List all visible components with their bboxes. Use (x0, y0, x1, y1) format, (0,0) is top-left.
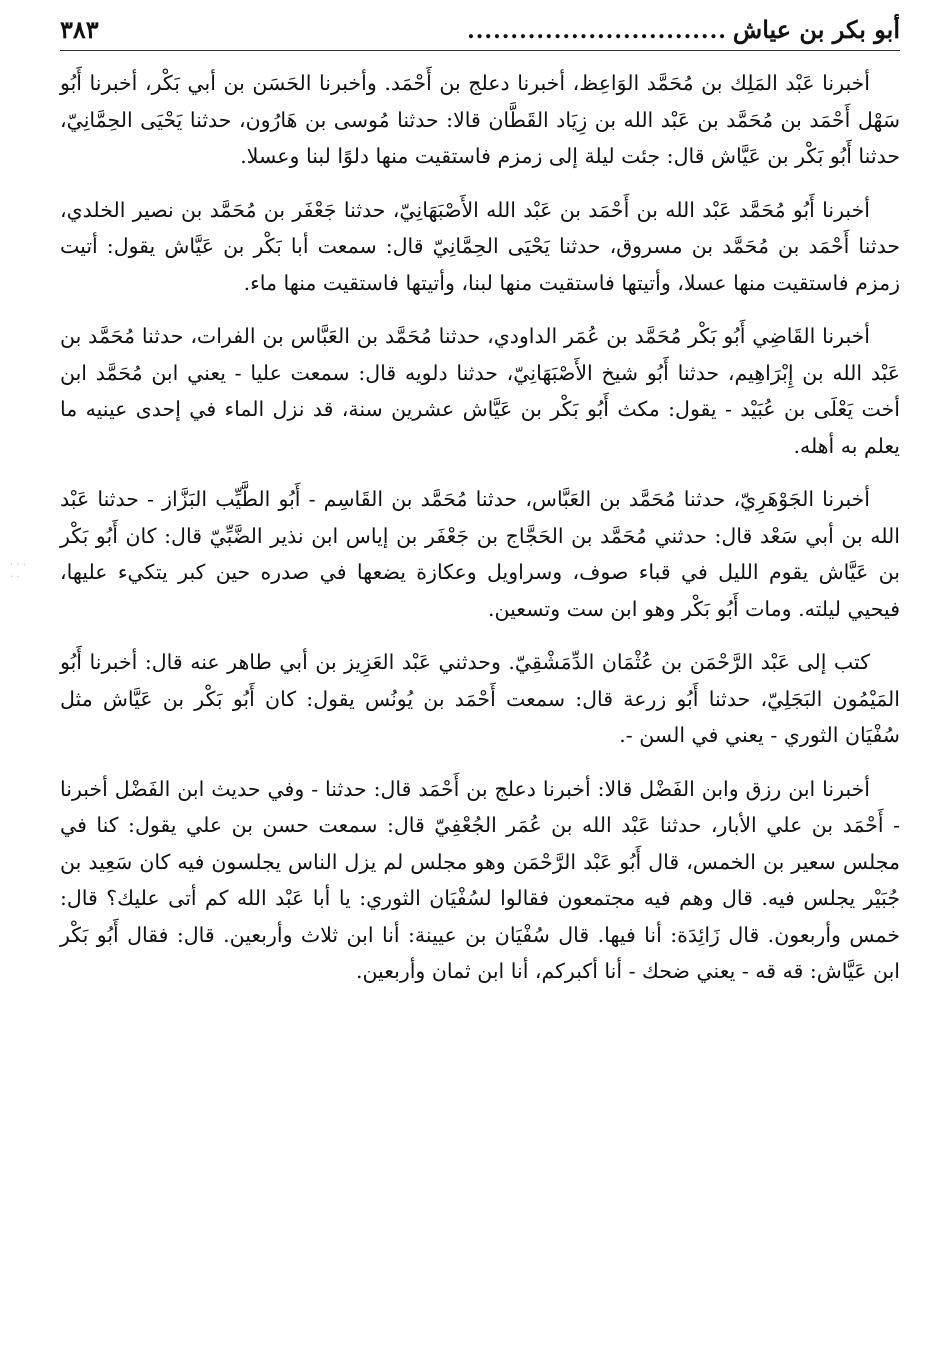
paragraph: أخبرنا القَاضِي أَبُو بَكْر مُحَمَّد بن عُمَر الداودي، حدثنا مُحَمَّد بن العَبَّاس بن الفرات، حدثنا مُحَمَّد بن عَبْد الله بن إِبْرَاهِيم، حدثنا أَبُو شيخ الأَصْبَهَانِيّ، حدثنا دلويه قال: سمعت عليا - يعني ابن مُحَمَّد ابن أخت يَعْلَى بن عُبَيْد - يقول: مكث أَبُو بَكْر بن عَيَّاش عشرين سنة، قد نزل الماء في إحدى عينيه ما يعلم به أهله. (60, 324, 900, 458)
paragraph: أخبرنا الجَوْهَرِيّ، حدثنا مُحَمَّد بن العَبَّاس، حدثنا مُحَمَّد بن القَاسِم - أَبُو الطَّيِّب البَزَّاز - حدثنا عَبْد الله بن أبي سَعْد قال: حدثني مُحَمَّد بن الحَجَّاج بن جَعْفَر بن إياس ابن نذير الضَّبِّيّ قال: كان أَبُو بَكْر بن عَيَّاش يقوم الليل في قباء صوف، وسراويل وعكازة يضعها في صدره حين كبر يتكيء عليها، فيحيي ليلته. ومات أَبُو بَكْر وهو ابن ست وتسعين. (60, 487, 900, 621)
margin-scan-marks: · · · · · (10, 560, 26, 583)
book-page (60, 10, 900, 1350)
running-header (60, 10, 900, 51)
paragraph: كتب إلى عَبْد الرَّحْمَن بن عُثْمَان الدِّمَشْقِيّ. وحدثني عَبْد العَزِيز بن أبي طاهر عنه قال: أخبرنا أَبُو المَيْمُون البَجَلِيّ، حدثنا أَبُو زرعة قال: سمعت أَحْمَد بن يُونُس يقول: كان أَبُو بَكْر بن عَيَّاش مثل سُفْيَان الثوري - يعني في السن -. (60, 650, 900, 747)
paragraph: أخبرنا ابن رزق وابن الفَضْل قالا: أخبرنا دعلج بن أَحْمَد قال: حدثنا - وفي حديث ابن الفَضْل أخبرنا - أَحْمَد بن علي الأبار، حدثنا عَبْد الله بن عُمَر الجُعْفِيّ قال: سمعت حسن بن علي يقول: كنا في مجلس سعير بن الخمس، قال أَبُو عَبْد الرَّحْمَن وهو مجلس لم يزل الناس يجلسون فيه كان سَعِيد بن جُبَيْر يجلس فيه. قال وهم فيه مجتمعون فقالوا لسُفْيَان الثوري: يا أبا عَبْد الله كم أتى عليك؟ قال: خمس وأربعون. قال زَائِدَة: أنا فيها. قال سُفْيَان بن عيينة: أنا ابن ثلاث وأربعين. قال: فقال أَبُو بَكْر ابن عَيَّاش: قه قه - يعني ضحك - أنا أكبركم، أنا ابن ثمان وأربعين. (60, 776, 900, 983)
header-leader-dots: .............................. (467, 18, 727, 44)
paragraph: أخبرنا أَبُو مُحَمَّد عَبْد الله بن أَحْمَد بن عَبْد الله الأَصْبَهَانِيّ، حدثنا جَعْفَر بن مُحَمَّد بن نصير الخلدي، حدثنا أَحْمَد بن مُحَمَّد بن مسروق، حدثنا يَحْيَى الحِمَّانِيّ قال: سمعت أبا بَكْر بن عَيَّاش يقول: أتيت زمزم فاستقيت منها عسلا، وأتيتها فاستقيت منها لبنا، وأتيتها فاستقيت منها ماء. (60, 197, 900, 295)
page-number: ٣٨٣ (60, 15, 99, 44)
paragraph: أخبرنا عَبْد المَلِك بن مُحَمَّد الوَاعِظ، أخبرنا دعلج بن أَحْمَد. وأخبرنا الحَسَن بن أبي بَكْر، أخبرنا أَبُو سَهْل أَحْمَد بن مُحَمَّد بن عَبْد الله بن زِيَاد القَطَّان قالا: حدثنا مُوسى بن هَارُون، حدثنا يَحْيَى الحِمَّانِيّ، حدثنا أَبُو بَكْر بن عَيَّاش قال: جئت ليلة إلى زمزم فاستقيت منها دلوًا لبنا وعسلا. (60, 71, 900, 168)
header-title: أبو بكر بن عياش (732, 15, 900, 44)
